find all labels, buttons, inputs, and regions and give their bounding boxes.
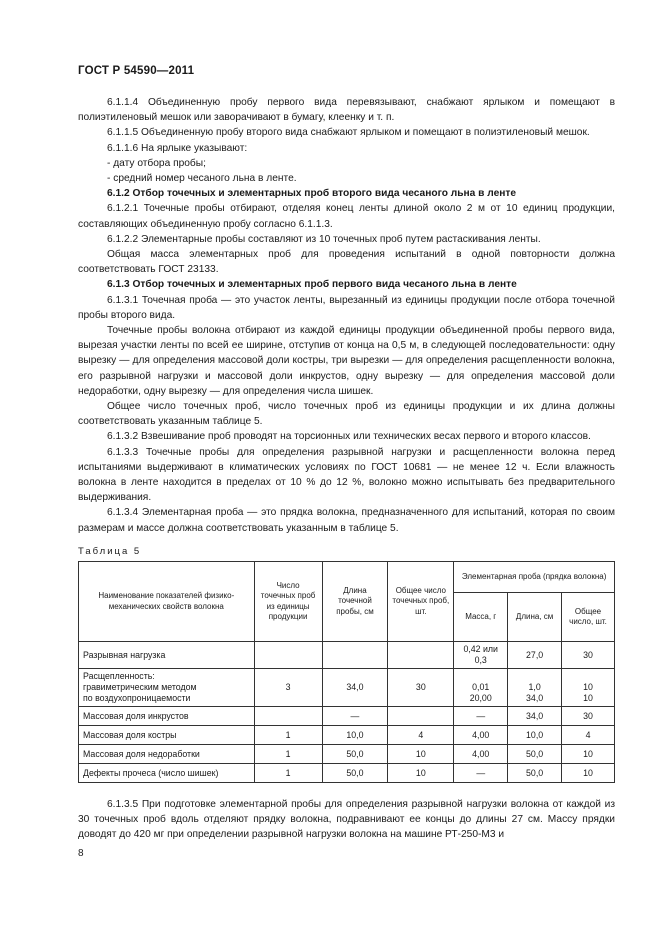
section-heading: 6.1.3 Отбор точечных и элементарных проб первого вида чесаного льна в ленте (107, 279, 517, 291)
cell-total (388, 642, 454, 669)
cell-count: 1 (254, 764, 322, 783)
cell-elem-length: 50,0 (508, 764, 562, 783)
cell-name: Дефекты прочеса (число шишек) (79, 764, 255, 783)
cell-length: 50,0 (322, 764, 388, 783)
column-header-mass: Масса, г (454, 593, 508, 642)
paragraph: Точечные пробы волокна отбирают из каждой единицы продукции объединенной пробы первого вида, вырезая участки ленты по всей ее ширине, отступив от конца на 0,5 м, в следующей последовательности: одну вырезку — для определения массовой доли костры, три вырезки — для определения расщепленности волокна, его разрывной нагрузки и массовой доли инкрустов, одну вырезку — для определения массовой доли недоработки, одну вырезку — для определения числа шишек. (78, 325, 615, 397)
cell-length: — (322, 707, 388, 726)
cell-mass: 0,01 20,00 (454, 669, 508, 707)
cell-elem-total: 4 (562, 726, 615, 745)
column-header-total: Общее число точечных проб, шт. (388, 562, 454, 642)
document-body-continued (78, 797, 615, 843)
cell-length: 50,0 (322, 745, 388, 764)
table-row (79, 669, 615, 707)
cell-elem-total: 30 (562, 707, 615, 726)
cell-mass: — (454, 764, 508, 783)
cell-count: 1 (254, 745, 322, 764)
cell-name: Массовая доля костры (79, 726, 255, 745)
column-header-elementary-sample: Элементарная проба (прядка волокна) (454, 562, 615, 593)
cell-length: 34,0 (322, 669, 388, 707)
cell-count (254, 707, 322, 726)
cell-mass: 4,00 (454, 726, 508, 745)
cell-total: 10 (388, 745, 454, 764)
cell-count: 3 (254, 669, 322, 707)
document-body (78, 95, 615, 536)
cell-total: 10 (388, 764, 454, 783)
column-header-count: Число точечных проб из единицы продукции (254, 562, 322, 642)
cell-total: 30 (388, 669, 454, 707)
table-row (79, 745, 615, 764)
paragraph: 6.1.1.5 Объединенную пробу второго вида снабжают ярлыком и помещают в полиэтиленовый мешок. (107, 127, 590, 139)
paragraph: 6.1.2.1 Точечные пробы отбирают, отделяя конец ленты длиной около 2 м от 10 единиц продукции, составляющих объединенную пробу согласно 6.1.1.3. (78, 203, 615, 230)
cell-name: Массовая доля инкрустов (79, 707, 255, 726)
document-header: ГОСТ Р 54590—2011 (78, 65, 195, 77)
cell-elem-length: 50,0 (508, 745, 562, 764)
paragraph: 6.1.3.5 При подготовке элементарной пробы для определения разрывной нагрузки волокна от каждой из 30 точечных проб вдоль отделяют прядку волокна, подравнивают ее концы до длины 27 см. Массу прядки доводят до 420 мг при определении разрывной нагрузки волокна на машине РТ-250-М3 и (78, 799, 615, 841)
cell-mass: — (454, 707, 508, 726)
column-header-length: Длина точечной пробы, см (322, 562, 388, 642)
paragraph: 6.1.2.2 Элементарные пробы составляют из 10 точечных проб путем растаскивания ленты. (107, 233, 541, 245)
cell-count (254, 642, 322, 669)
cell-elem-length: 34,0 (508, 707, 562, 726)
paragraph: 6.1.3.4 Элементарная проба — это прядка волокна, предназначенного для испытаний, которая по своим размерам и массе должна соответствовать указанным в таблице 5. (78, 507, 615, 534)
column-header-elem-length: Длина, см (508, 593, 562, 642)
cell-elem-total: 10 (562, 745, 615, 764)
cell-name: Расщепленность: гравиметрическим методом по воздухопроницаемости (79, 669, 255, 707)
cell-mass: 4,00 (454, 745, 508, 764)
table-row (79, 707, 615, 726)
paragraph: 6.1.3.2 Взвешивание проб проводят на торсионных или технических весах первого и второго классов. (107, 431, 591, 443)
cell-name: Массовая доля недоработки (79, 745, 255, 764)
cell-elem-total: 10 (562, 764, 615, 783)
table-caption: Таблица 5 (78, 546, 142, 557)
column-header-elem-total: Общее число, шт. (562, 593, 615, 642)
paragraph: 6.1.1.6 На ярлыке указывают: (107, 142, 248, 154)
paragraph: Общее число точечных проб, число точечных проб из единицы продукции и их длина должны соответствовать указанным таблице 5. (78, 401, 615, 428)
cell-elem-length: 27,0 (508, 642, 562, 669)
section-heading: 6.1.2 Отбор точечных и элементарных проб второго вида чесаного льна в ленте (107, 188, 517, 200)
cell-count: 1 (254, 726, 322, 745)
cell-length (322, 642, 388, 669)
data-table (78, 561, 615, 783)
paragraph: Общая масса элементарных проб для проведения испытаний в одной повторности должна соответствовать ГОСТ 23133. (78, 249, 615, 276)
list-item: - дату отбора пробы; (107, 157, 206, 169)
page-number: 8 (78, 848, 84, 859)
table-row (79, 642, 615, 669)
cell-elem-total: 10 10 (562, 669, 615, 707)
cell-elem-length: 10,0 (508, 726, 562, 745)
paragraph: 6.1.1.4 Объединенную пробу первого вида перевязывают, снабжают ярлыком и помещают в полиэтиленовый мешок или заворачивают в бумагу, клеенку и т. п. (78, 97, 615, 124)
paragraph: 6.1.3.3 Точечные пробы для определения разрывной нагрузки и расщепленности волокна перед испытаниями выдерживают в климатических условиях по ГОСТ 10681 — не менее 12 ч. Если влажность волокна в ленте находится в пределах от 10 % до 12 %, волокно можно испытывать без предварительного выдерживания. (78, 446, 615, 504)
paragraph: 6.1.3.1 Точечная проба — это участок ленты, вырезанный из единицы продукции после отбора точечной пробы второго вида. (78, 294, 615, 321)
cell-elem-total: 30 (562, 642, 615, 669)
cell-length: 10,0 (322, 726, 388, 745)
table-row (79, 726, 615, 745)
table-row (79, 764, 615, 783)
list-item: - средний номер чесаного льна в ленте. (107, 173, 297, 185)
cell-name: Разрывная нагрузка (79, 642, 255, 669)
cell-elem-length: 1,0 34,0 (508, 669, 562, 707)
cell-total: 4 (388, 726, 454, 745)
cell-mass: 0,42 или 0,3 (454, 642, 508, 669)
column-header-name: Наименование показателей физико-механических свойств волокна (79, 562, 255, 642)
cell-total (388, 707, 454, 726)
